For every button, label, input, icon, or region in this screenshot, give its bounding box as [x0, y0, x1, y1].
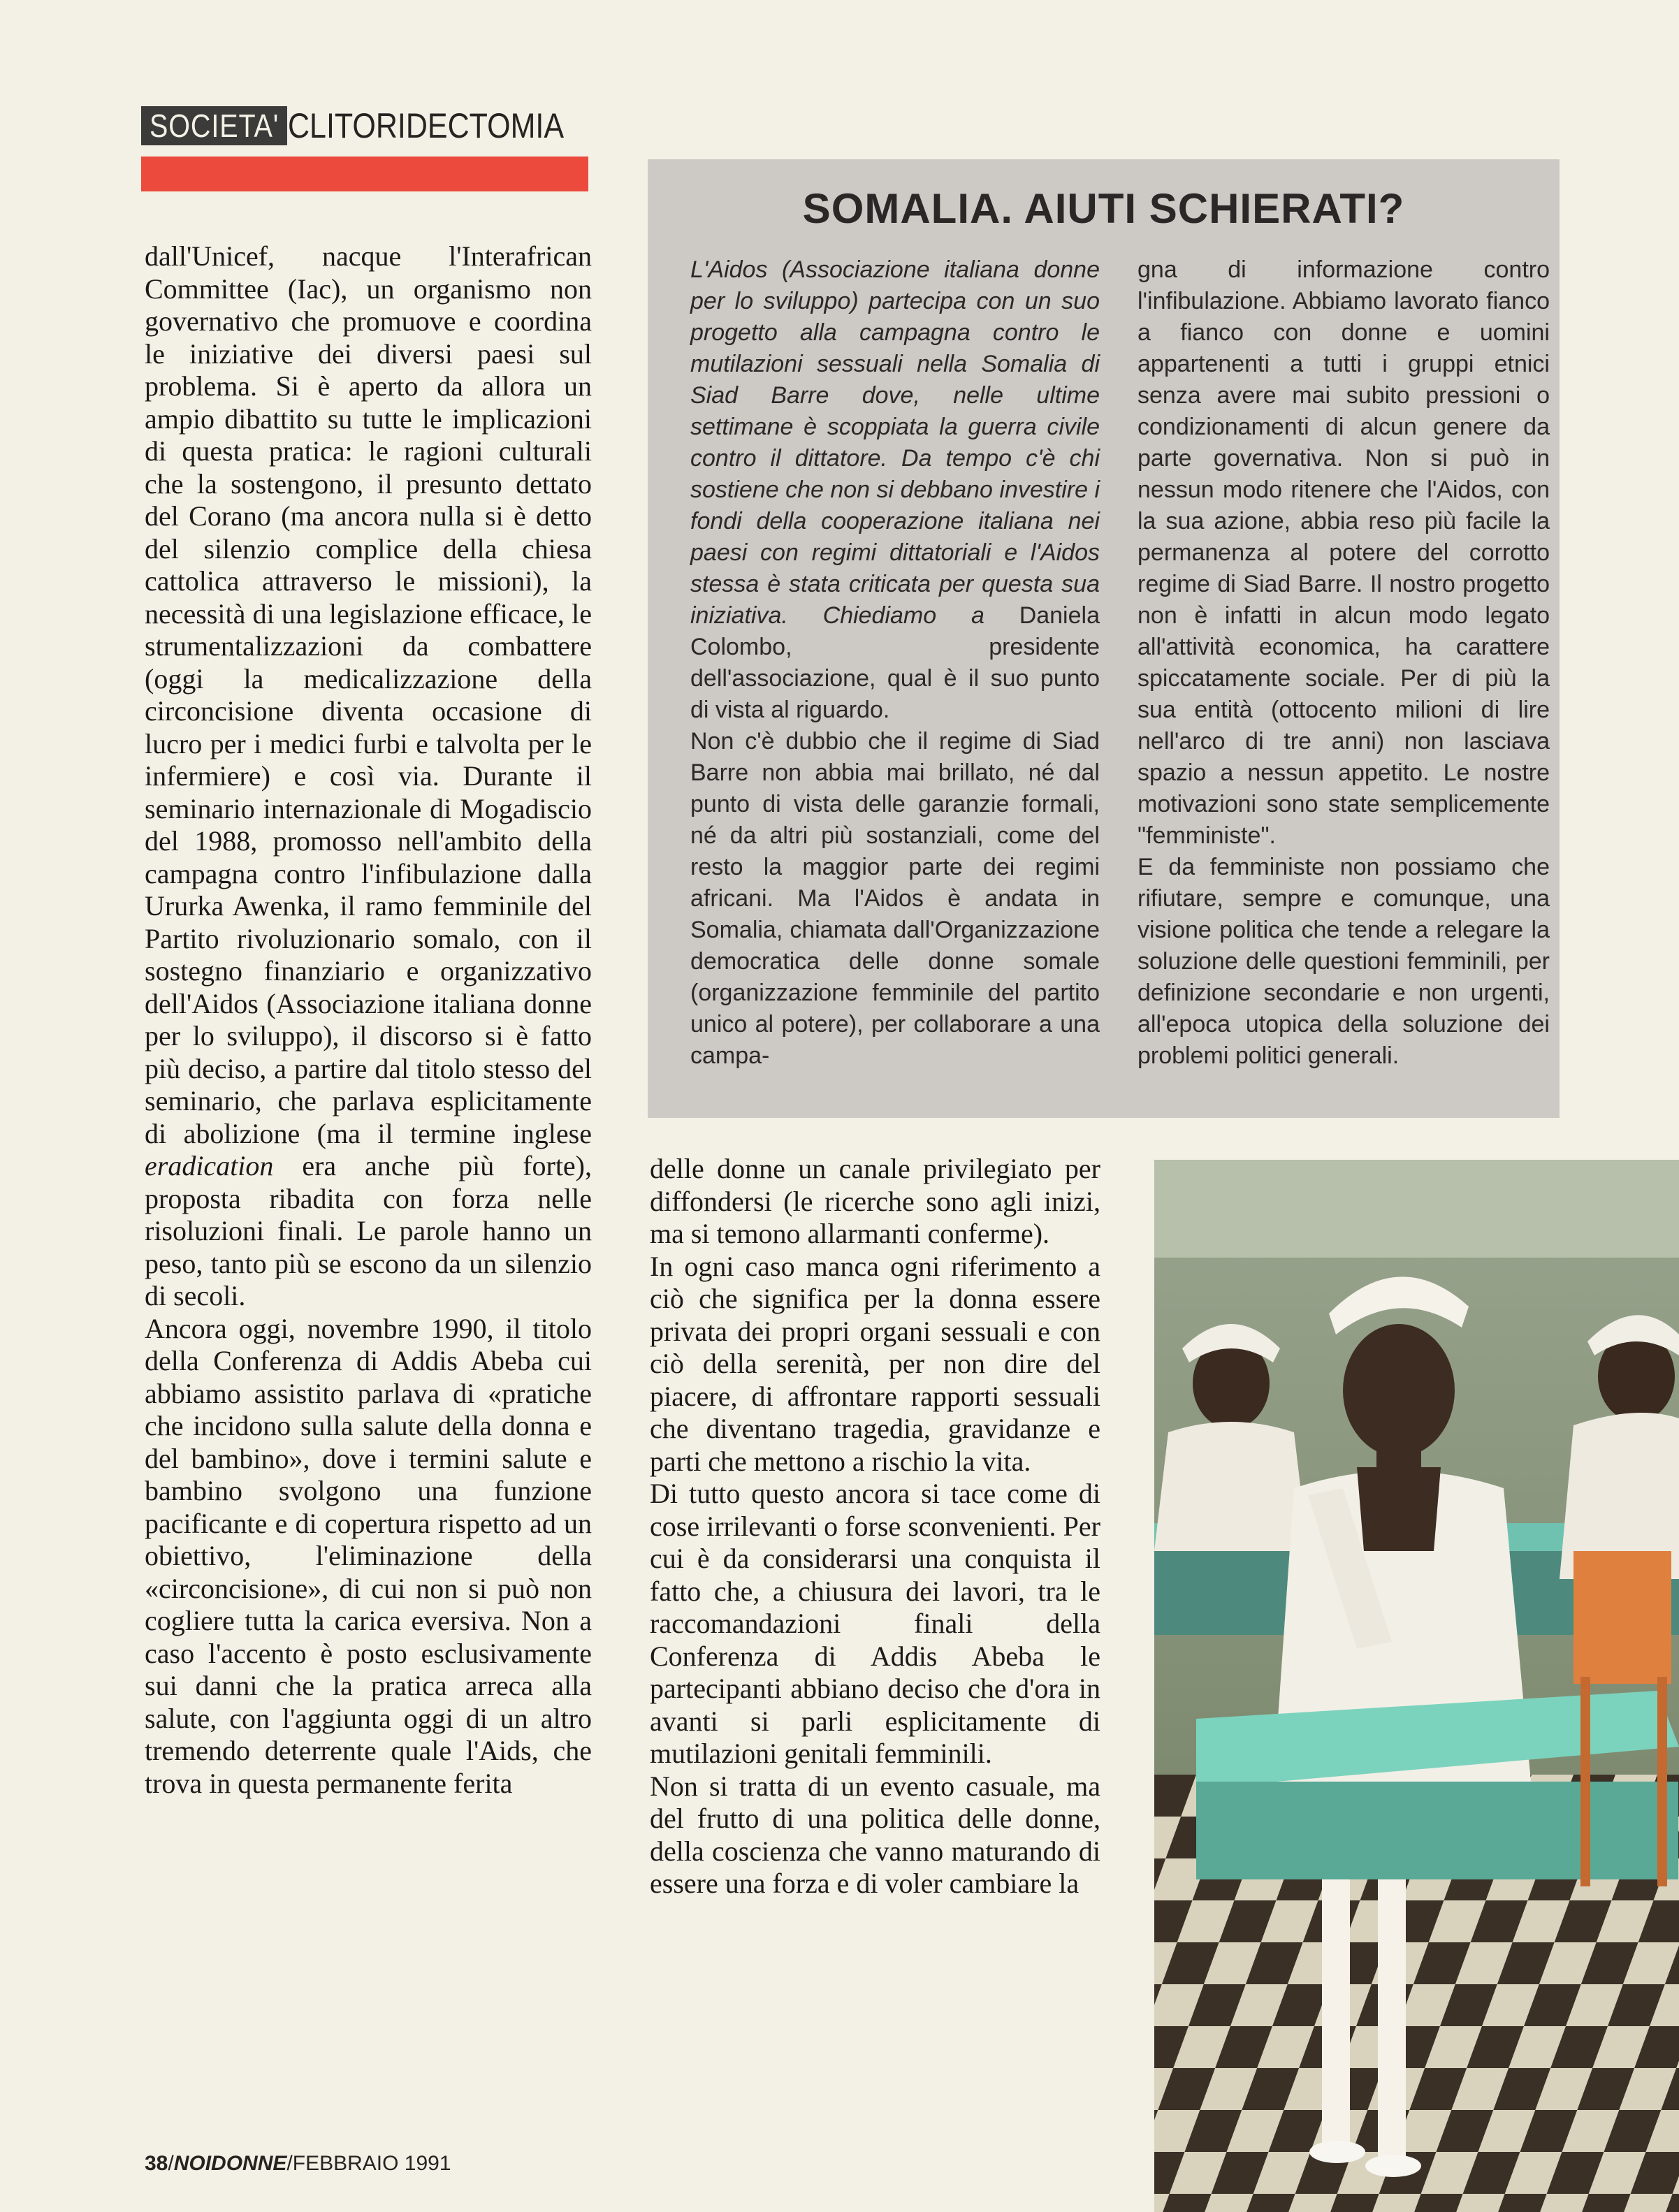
header-accent-bar — [141, 157, 588, 191]
page-number: 38 — [145, 2152, 168, 2175]
paragraph: delle donne un canale privilegiato per diffondersi (le ricerche sono agli inizi, ma si temono allarmanti conferme). — [650, 1153, 1100, 1249]
interviewee-name: Daniela Colombo, — [690, 602, 1100, 660]
sidebar-answer: Non c'è dubbio che il regime di Siad Barre non abbia mai brillato, né dal punto di vista delle garanzie formali, né da altri più sostanziali, come del resto la maggior parte dei regimi africani. Ma l'Aidos è andata in Somalia, chiamata dall'Organizzazione democratica delle donne somale (organizzazione femminile del partito unico al potere), per collaborare a una campa- — [690, 728, 1100, 1069]
paragraph: Ancora oggi, novembre 1990, il titolo della Conferenza di Addis Abeba cui abbiamo assistito parlava di «pratiche che incidono sulla salute della donna e del bambino», dove i termini salute e bambino svolgono una funzione pacificante e di copertura rispetto ad un obiettivo, l'eliminazione della «circoncisione», di cui non si può non cogliere tutta la carica eversiva. Non a caso l'accento è posto esclusivamente sui danni che la pratica arreca alla salute, con l'aggiunta oggi di un altro tremendo deterrente quale l'Aids, che trova in questa permanente ferita — [145, 1312, 592, 1799]
issue-date: FEBBRAIO 1991 — [292, 2152, 451, 2175]
sidebar-intro: L'Aidos (Associazione italiana donne per lo sviluppo) partecipa con un suo progetto alla campagna contro le mutilazioni sessuali nella Somalia di Siad Barre dove, nelle ultime settimane è scoppiata la guerra civile contro il dittatore. Da tempo c'è chi sostiene che non si debbano investire i fondi della cooperazione italiana nei paesi con regimi dittatoriali e l'Aidos stessa è stata criticata per questa sua iniziativa. Chiediamo a Daniela Colombo, presidente dell'associazione, qual è il suo punto di vista al riguardo. — [690, 256, 1100, 723]
magazine-name: NOIDONNE — [173, 2152, 287, 2175]
sidebar-answer: gna di informazione contro l'infibulazione. Abbiamo lavorato fianco a fianco con donne e uomini appartenenti a tutti i gruppi etnici senza avere mai subito pressioni o condizionamenti di alcun genere da parte governativa. Non si può in nessun modo ritenere che l'Aidos, con la sua azione, abbia reso più facile la permanenza al potere del corrotto regime di Siad Barre. Il nostro progetto non è infatti in alcun modo legato all'attività economica, ha carattere spiccatamente sociale. Per di più la sua entità (ottocento milioni di lire nell'arco di tre anni) non lasciava spazio a nessun appetito. Le nostre motivazioni sono state semplicemente "femministe". — [1137, 256, 1550, 849]
sidebar-title: SOMALIA. AIUTI SCHIERATI? — [802, 185, 1405, 232]
paragraph: dall'Unicef, nacque l'Interafrican Committee (Iac), un organismo non governativo che promuove e coordina le iniziative dei diversi paesi sul problema. Si è aperto da allora un ampio dibattito su tutte le implicazioni di questa pratica: le ragioni culturali che la sostengono, il presunto dettato del Corano (ma ancora nulla si è detto del silenzio complice della chiesa cattolica attraverso le missioni), la necessità di una legislazione efficace, le strumentalizzazioni da combattere (oggi la medicalizzazione della circoncisione diventa occasione di lucro per i medici furbi e talvolta per le infermiere) e così via. Durante il seminario internazionale di Mogadiscio del 1988, promosso nell'ambito della campagna contro l'infibulazione dalla Ururka Awenka, il ramo femminile del Partito rivoluzionario somalo, con il sostegno finanziario e organizzativo dell'Aidos (Associazione italiana donne per lo sviluppo), il discorso si è fatto più deciso, a partire dal titolo stesso del seminario, che parlava esplicitamente di abolizione (ma il termine inglese eradication era anche più forte), proposta ribadita con forza nelle risoluzioni finali. Le parole hanno un peso, tanto più se escono da un silenzio di secoli. — [145, 240, 593, 1311]
page-folio: 38/NOIDONNE/FEBBRAIO 1991 — [145, 2152, 451, 2175]
article-column-2 — [650, 1153, 1100, 1900]
classroom-photo — [1154, 1160, 1679, 2212]
paragraph: Di tutto questo ancora si tace come di cose irrilevanti o forse sconvenienti. Per cui è da considerarsi una conquista il fatto che, a chiusura dei lavori, tra le raccomandazioni finali della Conferenza di Addis Abeba le partecipanti abbiano deciso che d'ora in avanti si parli esplicitamente di mutilazioni genitali femminili. — [650, 1478, 1100, 1769]
sidebar-column-right — [1137, 254, 1550, 1072]
article-column-1 — [145, 240, 592, 1800]
section-topic: CLITORIDECTOMIA — [288, 106, 565, 145]
paragraph: Non si tratta di un evento casuale, ma del frutto di una politica delle donne, della coscienza che vanno maturando di essere una forza e di voler cambiare la — [650, 1770, 1100, 1899]
sidebar-answer: E da femministe non possiamo che rifiutare, sempre e comunque, una visione politica che tende a relegare la soluzione delle questioni femminili, per definizione secondarie e non urgenti, all'epoca utopica della soluzione dei problemi politici generali. — [1137, 854, 1550, 1069]
paragraph: In ogni caso manca ogni riferimento a ciò che significa per la donna essere privata dei propri organi sessuali e con ciò della serenità, per non dire del piacere, di affrontare rapporti sessuali che diventano tragedia, gravidanze e parti che mettono a rischio la vita. — [650, 1250, 1100, 1477]
section-tag: SOCIETA' — [141, 106, 287, 145]
sidebar-column-left — [690, 254, 1100, 1072]
italic-term: eradication — [145, 1150, 274, 1181]
